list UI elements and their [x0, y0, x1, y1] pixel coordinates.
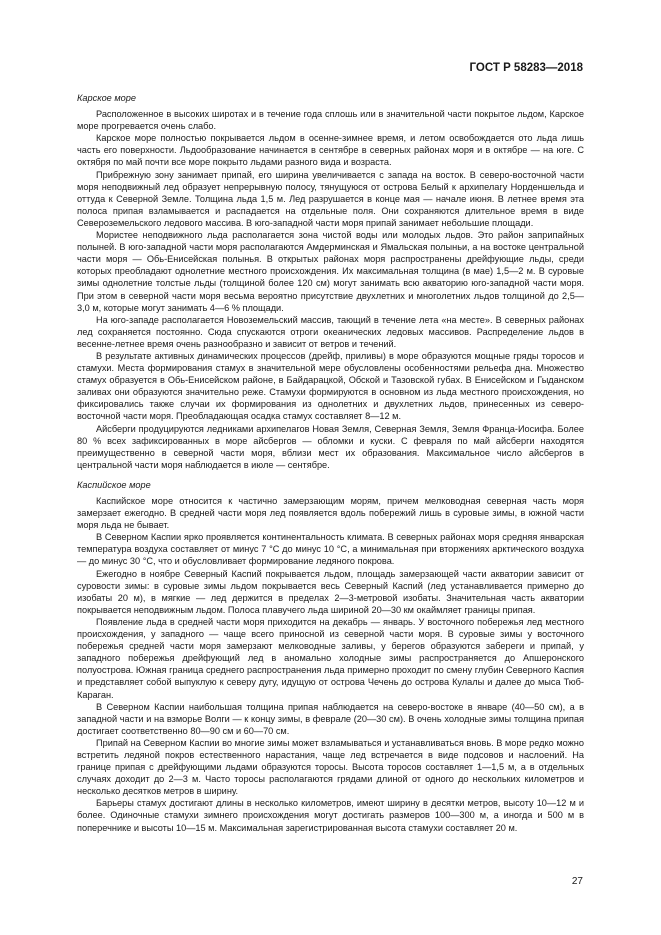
paragraph: Прибрежную зону занимает припай, его ширина увеличивается с запада на восток. В северо-восточной части моря неподвижный лед образует непрерывную полосу, тянущуюся от острова Белый к архипелагу Норденшельда и оттуда к Северной Земле. Толщина льда 1,5 м. Лед разрушается в конце мая — начале июня. В летнее время эта полоса припая взламывается и распадается на отдельные поля. Они сохраняются длительное время в виде Североземельского ледового массива. В юго-западной части моря припай занимает небольшие площади. — [77, 169, 584, 228]
paragraph: Мористее неподвижного льда располагается зона чистой воды или молодых льдов. Это район заприпайных полыней. В юго-западной части моря располагаются Амдерминская и Ямальская полыньи, а на востоке центральной части моря — Обь-Енисейская полынья. В открытых районах моря распространены дрейфующие льды, среди которых преобладают однолетние местного происхождения. Их максимальная толщина (в мае) 1,5—2 м. В суровые зимы однолетние толстые льды (толщиной более 120 см) могут занимать всю акваторию юго-западной части моря. При этом в северной части моря весьма вероятно присутствие двухлетних и многолетних льдов толщиной до 2,5—3,0 м, которые могут занимать 4—6 % площади. — [77, 230, 584, 313]
paragraph: Барьеры стамух достигают длины в несколько километров, имеют ширину в десятки метров, высоту 10—12 м и более. Одиночные стамухи зимнего происхождения могут достигать размеров 100—300 м, а иногда и 500 м в поперечнике и высоты 10—15 м. Максимальная зарегистрированная высота стамухи составляет 20 м. — [77, 798, 584, 833]
section-title-caspian-sea: Каспийское море — [77, 479, 151, 490]
standard-code: ГОСТ Р 58283—2018 — [469, 62, 583, 74]
paragraph: Расположенное в высоких широтах и в течение года сплошь или в значительной части покрытое льдом, Карское море прогревается очень слабо. — [77, 109, 584, 132]
page-number: 27 — [571, 876, 583, 887]
document-body — [77, 88, 584, 834]
paragraph: Каспийское море относится к частично замерзающим морям, причем мелководная северная часть моря замерзает ежегодно. В средней части моря лед появляется вдоль побережий лишь в суровые зимы, в южной части моря льда не бывает. — [77, 496, 584, 531]
paragraph: В Северном Каспии наибольшая толщина припая наблюдается на северо-востоке в январе (40—50 см), а в западной части и на взморье Волги — к концу зимы, в феврале (20—30 см). В очень холодные зимы толщина припая достигает соответственно 80—90 см и 60—70 см. — [77, 701, 584, 736]
paragraph: Айсберги продуцируются ледниками архипелагов Новая Земля, Северная Земля, Земля Франца-Иосифа. Более 80 % всех зафиксированных в море айсбергов — обломки и куски. С февраля по май айсберги находятся преимущественно в северной части моря, вблизи мест их образования. Максимальное число айсбергов в центральной части моря наблюдается в июле — сентябре. — [77, 423, 584, 470]
paragraph: Карское море полностью покрывается льдом в осенне-зимнее время, и летом освобождается ото льда лишь часть его поверхности. Льдообразование начинается в сентябре в северных районах моря и в октябре — на юге. С октября по май почти все море покрыто льдами разного вида и возраста. — [77, 133, 584, 168]
paragraph: В результате активных динамических процессов (дрейф, приливы) в море образуются мощные гряды торосов и стамухи. Места формирования стамух в значительной мере обусловлены особенностями рельефа дна. Множество стамух образуется в Обь-Енисейском районе, в Байдарацкой, Обской и Тазовской губах. В Енисейском и Гыданском заливах они образуются значительно реже. Стамухи формируются в основном из льда местного происхождения, но фиксировались также случаи их формирования из однолетних и двухлетних льдов, принесенных из северо-восточной части моря. Преобладающая осадка стамух составляет 8—12 м. — [77, 350, 584, 422]
paragraph: На юго-западе располагается Новоземельский массив, тающий в течение лета «на месте». В северных районах лед сохраняется постоянно. Сюда спускаются отроги океанических ледовых массивов. Распределение льдов в весенне-летнее время очень разнообразно и зависит от ветров и течений. — [77, 314, 584, 349]
paragraph: Припай на Северном Каспии во многие зимы может взламываться и устанавливаться вновь. В море редко можно встретить ледяной покров естественного нарастания, чаще лед встречается в виде подсовов и наслоений. На границе припая с дрейфующими льдами образуются торосы. Высота торосов составляет 1—1,5 м, а в отдельных случаях доходит до 2—3 м. Часто торосы располагаются грядами длиной от одного до нескольких километров и несколько десятков метров в ширину. — [77, 737, 584, 797]
paragraph: Ежегодно в ноябре Северный Каспий покрывается льдом, площадь замерзающей части акватории зависит от суровости зимы: в суровые зимы льдом покрывается весь Северный Каспий (лед устанавливается примерно до изобаты 20 м), в мягкие — лед держится в пределах 2—3-метровой изобаты. Значительная часть акватории покрывается неподвижным льдом. Полоса плавучего льда шириной 20—30 км окаймляет границы припая. — [77, 568, 584, 615]
section-title-kara-sea: Карское море — [77, 93, 136, 103]
paragraph: Появление льда в средней части моря приходится на декабрь — январь. У восточного побережья лед местного происхождения, у западного — чаще всего приносной из северной части моря. В суровые зимы у восточного побережья средней части моря замерзают мелководные заливы, у берегов образуются забереги и припай, у западного побережья дрейфующий лед в аномально холодные зимы распространяется до Апшеронского полуострова. Южная граница среднего распространения льда примерно проходит по смену глубин Северного Каспия и представляет собой выпуклую к северу дугу, идущую от острова Чечень до острова Кулалы и далее до мыса Тюб-Караган. — [77, 616, 584, 700]
paragraph: В Северном Каспии ярко проявляется континентальность климата. В северных районах моря средняя январская температура воздуха составляет от минус 7 °С до минус 10 °С, а минимальная при вторжениях арктического воздуха — до минус 30 °С, что и обусловливает формирование ледяного покрова. — [77, 532, 584, 567]
